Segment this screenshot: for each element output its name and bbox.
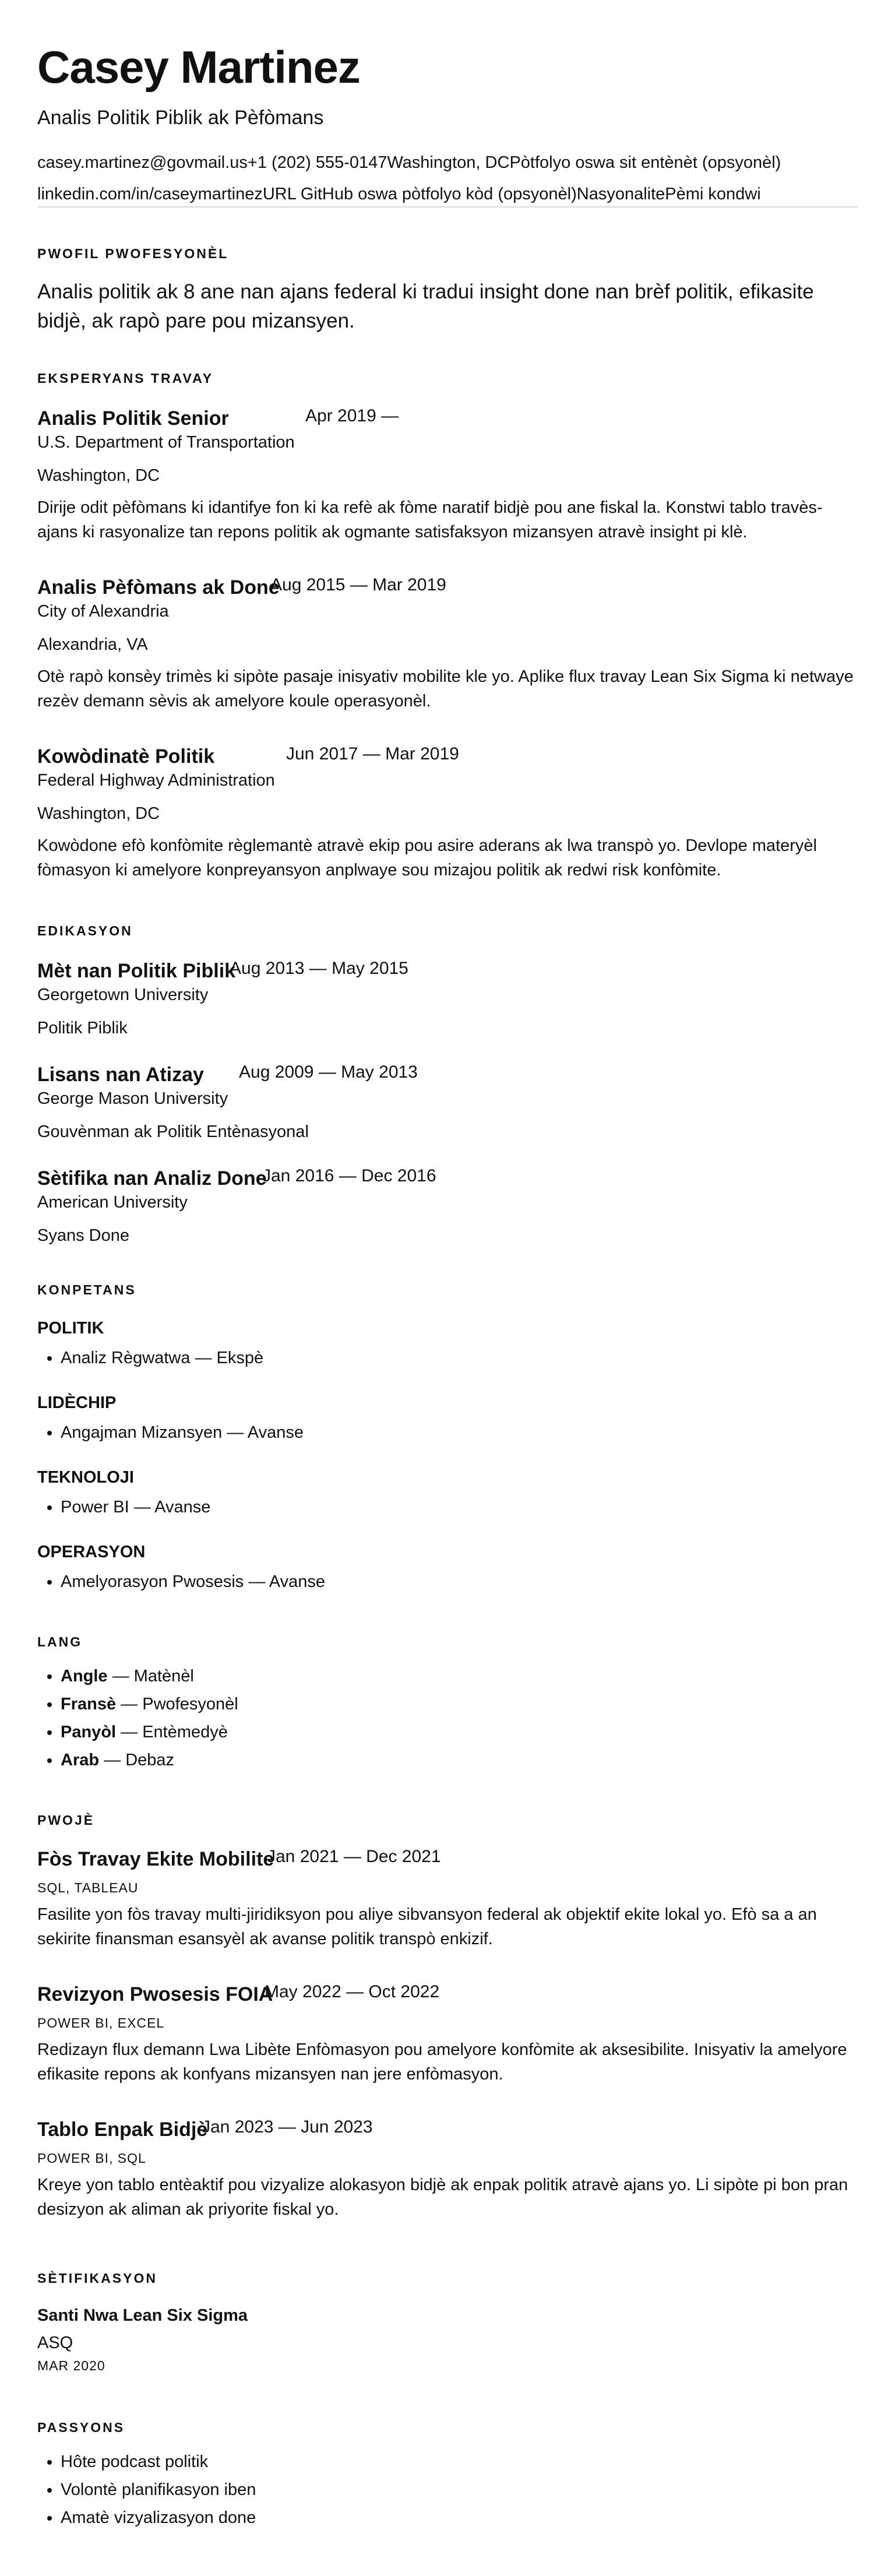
degree-dates: Aug 2009 — May 2013 <box>239 1062 418 1082</box>
degree-title: Mèt nan Politik Piblik <box>37 960 236 982</box>
project-dates: Jan 2023 — Jun 2023 <box>202 2117 373 2137</box>
project-title: Tablo Enpak Bidjè <box>37 2118 208 2141</box>
project-title: Fòs Travay Ekite Mobilite <box>37 1848 274 1870</box>
candidate-headline: Analis Politik Piblik ak Pèfòmans <box>37 107 324 129</box>
contact-portfolio[interactable]: Pòtfolyo oswa sit entènèt (opsyonèl) <box>509 153 781 172</box>
skill-category: OPERASYON <box>37 1543 146 1561</box>
degree-title: Sètifika nan Analiz Done <box>37 1167 267 1190</box>
project-tags: POWER BI, SQL <box>37 2151 146 2166</box>
language-name: Angle <box>61 1667 108 1685</box>
education-item <box>37 1063 858 1142</box>
language-item <box>61 1718 238 1746</box>
job-organization: U.S. Department of Transportation <box>37 433 295 452</box>
passion-item: • Volontè planifikasyon iben <box>61 2476 256 2504</box>
school-name: American University <box>37 1193 188 1212</box>
section-title-languages: LANG <box>37 1634 83 1649</box>
job-title: Kowòdinatè Politik <box>37 745 215 768</box>
contact-location: Washington, DC <box>387 153 510 172</box>
project-item <box>37 1983 858 2086</box>
experience-item <box>37 745 858 882</box>
education-item <box>37 1167 858 1246</box>
section-title-profile: PWOFIL PWOFESYONÈL <box>37 246 229 261</box>
degree-dates: Aug 2013 — May 2015 <box>230 959 408 978</box>
language-level: — Pwofesyonèl <box>116 1695 238 1713</box>
language-name: Panyòl <box>61 1723 117 1741</box>
section-title-projects: PWOJÈ <box>37 1813 95 1828</box>
experience-item <box>37 407 858 544</box>
skill-item: • Amelyorasyon Pwosesis — Avanse <box>61 1568 325 1596</box>
language-item <box>61 1662 238 1690</box>
candidate-name: Casey Martinez <box>37 41 360 93</box>
project-description: Redizayn flux demann Lwa Libète Enfòmasyon pou amelyore konfòmite ak aksesibilite. Inisyativ la amelyore efikasite repons ak konfyans mizansyen nan jere enfòmasyon. <box>37 2040 847 2084</box>
project-item <box>37 1847 858 1951</box>
profile-summary: Analis politik ak 8 ane nan ajans federal ki tradui insight done nan brèf politik, efikasite bidjè, ak rapò pare pou mizansyen. <box>37 280 814 332</box>
section-title-passions: PASSYONS <box>37 2420 125 2435</box>
job-dates: Aug 2015 — Mar 2019 <box>270 575 446 594</box>
language-level: — Debaz <box>99 1751 175 1769</box>
certification-item <box>37 2306 858 2374</box>
field-of-study: Politik Piblik <box>37 1018 128 1037</box>
contact-permit: Pèmi kondwi <box>665 185 761 203</box>
contact-linkedin[interactable]: linkedin.com/in/caseymartinez <box>37 185 263 203</box>
language-item <box>61 1746 238 1774</box>
job-description: Kowòdone efò konfòmite règlemantè atravè ekip pou asire aderans ak lwa transpò yo. Devlope materyèl fòmasyon ki amelyore konpreyansyon anplwaye sou mizajou politik ak redwi risk konfòmite. <box>37 836 817 879</box>
project-dates: May 2022 — Oct 2022 <box>265 1982 440 2001</box>
skill-list <box>37 1344 263 1372</box>
contact-github[interactable]: URL GitHub oswa pòtfolyo kòd (opsyonèl) <box>262 185 577 203</box>
skill-list <box>37 1568 325 1596</box>
job-description: Otè rapò konsèy trimès ki sipòte pasaje inisyativ mobilite kle yo. Aplike flux travay Lean Six Sigma ki netwaye rezèv demann sèvis ak amelyore koule operasyonèl. <box>37 667 854 710</box>
job-title: Analis Politik Senior <box>37 407 229 430</box>
project-description: Kreye yon tablo entèaktif pou vizyalize alokasyon bidjè ak enpak politik atravè ajans yo. Li sipòte pi bon pran desizyon ak aliman ak priyorite fiskal yo. <box>37 2175 848 2219</box>
section-title-certifications: SÈTIFIKASYON <box>37 2271 157 2286</box>
language-level: — Matènèl <box>107 1667 194 1685</box>
project-tags: SQL, TABLEAU <box>37 1880 139 1895</box>
language-list <box>37 1662 238 1774</box>
skill-category: TEKNOLOJI <box>37 1468 134 1487</box>
passion-item: • Hôte podcast politik <box>61 2448 256 2476</box>
section-title-education: EDIKASYON <box>37 923 133 938</box>
field-of-study: Syans Done <box>37 1226 129 1245</box>
language-name: Arab <box>61 1751 100 1769</box>
field-of-study: Gouvènman ak Politik Entènasyonal <box>37 1122 309 1141</box>
skill-item: • Power BI — Avanse <box>61 1493 210 1521</box>
skill-category: POLITIK <box>37 1319 104 1338</box>
certification-issuer: ASQ <box>37 2333 73 2352</box>
job-organization: Federal Highway Administration <box>37 771 275 790</box>
contact-email[interactable]: casey.martinez@govmail.us <box>37 153 248 172</box>
school-name: George Mason University <box>37 1089 228 1108</box>
job-description: Dirije odit pèfòmans ki idantifye fon ki ka refè ak fòme naratif bidjè pou ane fiskal la. Konstwi tablo travès-ajans ki rasyonalize tan repons politik ak ogmante satisfaksyon mizansyen atravè insight pi klè. <box>37 498 823 541</box>
section-title-skills: KONPETANS <box>37 1282 136 1297</box>
project-tags: POWER BI, EXCEL <box>37 2015 165 2030</box>
language-level: — Entèmedyè <box>116 1723 228 1741</box>
header-divider <box>37 206 858 207</box>
school-name: Georgetown University <box>37 986 209 1004</box>
certification-date: MAR 2020 <box>37 2357 105 2373</box>
section-title-experience: EKSPERYANS TRAVAY <box>37 371 213 386</box>
job-dates: Apr 2019 — <box>305 406 399 425</box>
contact-phone[interactable]: +1 (202) 555-0147 <box>247 153 387 172</box>
experience-item <box>37 576 858 713</box>
degree-dates: Jan 2016 — Dec 2016 <box>262 1166 436 1185</box>
skill-item: • Angajman Mizansyen — Avanse <box>61 1419 304 1447</box>
project-description: Fasilite yon fòs travay multi-jiridiksyon pou aliye sibvansyon federal ak objektif ekite lokal yo. Efò sa a an sekirite finansman esansyèl ak avanse politik transpò enkizif. <box>37 1905 817 1948</box>
job-title: Analis Pèfòmans ak Done <box>37 576 280 599</box>
skill-list <box>37 1419 304 1447</box>
contact-nationality: Nasyonalite <box>576 185 665 203</box>
project-title: Revizyon Pwosesis FOIA <box>37 1983 273 2005</box>
passion-item: • Amatè vizyalizasyon done <box>61 2504 256 2532</box>
job-location: Alexandria, VA <box>37 635 148 654</box>
skill-list <box>37 1493 210 1521</box>
degree-title: Lisans nan Atizay <box>37 1064 204 1086</box>
language-item <box>61 1690 238 1718</box>
contact-line-1 <box>37 153 781 173</box>
certification-name: Santi Nwa Lean Six Sigma <box>37 2306 248 2325</box>
contact-line-2 <box>37 184 761 205</box>
skill-item: • Analiz Règwatwa — Ekspè <box>61 1344 263 1372</box>
passion-list <box>37 2448 256 2532</box>
education-item <box>37 959 858 1039</box>
skill-category: LIDÈCHIP <box>37 1393 117 1412</box>
project-dates: Jan 2021 — Dec 2021 <box>267 1847 441 1866</box>
project-item <box>37 2118 858 2222</box>
job-organization: City of Alexandria <box>37 602 169 621</box>
job-location: Washington, DC <box>37 804 160 823</box>
language-name: Fransè <box>61 1695 117 1713</box>
job-location: Washington, DC <box>37 466 160 485</box>
job-dates: Jun 2017 — Mar 2019 <box>286 744 459 763</box>
